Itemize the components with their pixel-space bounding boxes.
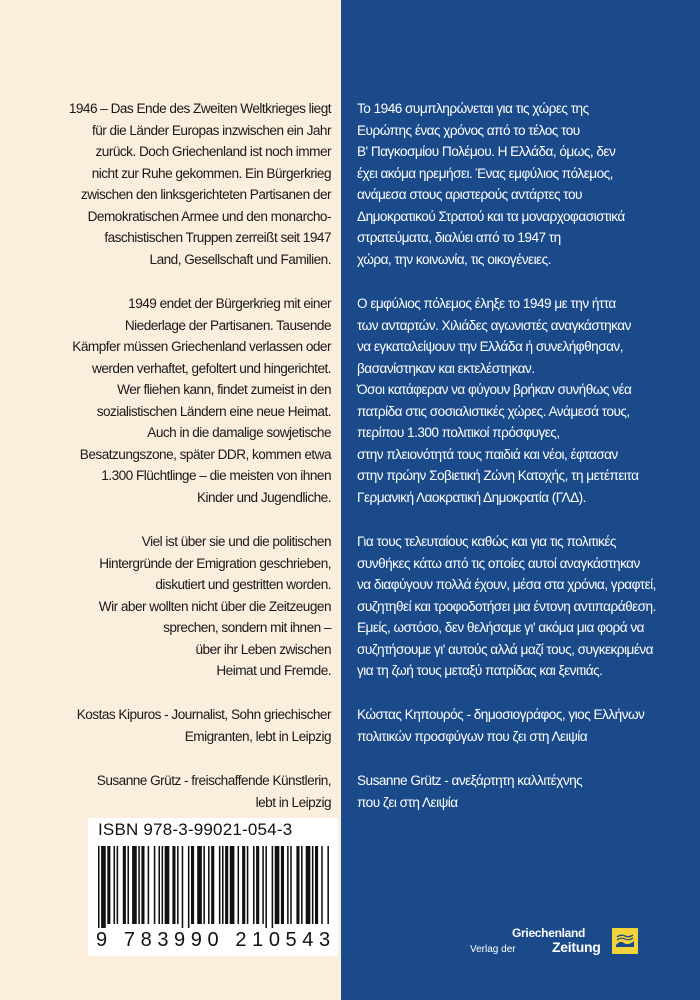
text-line: 1949 endet der Bürgerkrieg mit einer xyxy=(128,296,331,312)
text-line: έχει ακόμα ηρεμήσει. Ένας εμφύλιος πόλεμος, xyxy=(357,165,613,182)
barcode-bar xyxy=(101,846,106,928)
german-paragraph-2 xyxy=(53,294,331,509)
newspaper-logo-icon xyxy=(612,928,638,954)
publisher-prefix: Verlag der xyxy=(470,944,516,955)
text-line: στρατεύματα, διαλύει από το 1947 τη xyxy=(357,230,561,246)
barcode-bar xyxy=(321,846,323,924)
greek-author-kipuros xyxy=(357,705,679,748)
text-line: nicht zur Ruhe gekommen. Ein Bürgerkrieg xyxy=(91,165,331,182)
barcode-bar xyxy=(188,846,190,928)
barcode-bar xyxy=(123,846,126,924)
greek-paragraph-2 xyxy=(357,294,679,509)
text-line: των ανταρτών. Χιλιάδες αγωνιστές αναγκάστηκαν xyxy=(357,317,631,334)
text-line: Όσοι κατάφεραν να φύγουν βρήκαν συνήθως νέα xyxy=(357,382,632,398)
text-line: Hintergründe der Emigration geschrieben, xyxy=(99,555,331,572)
text-line: Niederlage der Partisanen. Tausende xyxy=(124,317,332,334)
german-author-gruetz xyxy=(53,771,331,814)
text-line: 1.300 Flüchtlinge – die meisten von ihnen xyxy=(101,468,331,484)
text-line: να διαφύγουν πολλά έχουν, μέσα στα χρόνια, γραφτεί, xyxy=(357,577,656,593)
text-line: Β' Παγκοσμίου Πολέμου. Η Ελλάδα, όμως, δεν xyxy=(357,144,616,160)
text-line: που ζει στη Λειψία xyxy=(357,794,458,811)
barcode-bar xyxy=(154,846,156,924)
text-line: να εγκαταλείψουν την Ελλάδα ή συνελήφθησαν, xyxy=(357,339,623,355)
barcode-bar xyxy=(138,846,140,924)
barcode-bar xyxy=(242,846,245,924)
barcode-bar xyxy=(222,846,224,924)
text-line: über ihr Leben zwischen xyxy=(195,641,331,658)
text-line: περίπου 1.300 πολιτικοί πρόσφυγες, xyxy=(357,425,560,441)
barcode-bar xyxy=(191,846,194,924)
greek-author-gruetz xyxy=(357,771,679,814)
barcode-bar xyxy=(127,846,129,924)
barcode-bar xyxy=(256,846,259,924)
barcode-bar xyxy=(281,846,284,924)
text-line: Emigranten, lebt in Leipzig xyxy=(184,728,331,745)
publisher-name-line1: Griechenland xyxy=(512,926,586,940)
text-line: zurück. Doch Griechenland ist noch immer xyxy=(95,144,331,160)
text-line: Wir aber wollten nicht über die Zeitzeugen xyxy=(98,598,331,615)
text-line: πολιτικών προσφύγων που ζει στη Λειψία xyxy=(357,728,588,745)
text-line: Susanne Grütz - ανεξάρτητη καλλιτέχνης xyxy=(357,773,583,789)
barcode-bar xyxy=(165,846,170,924)
text-line: Auch in die damalige sowjetische xyxy=(147,425,331,441)
text-line: Susanne Grütz - freischaffende Künstlerin, xyxy=(96,773,331,789)
text-line: faschistischen Truppen zerreißt seit 1947 xyxy=(104,230,331,246)
text-line: sprechen, sondern mit ihnen – xyxy=(163,620,331,636)
text-line: lebt in Leipzig xyxy=(255,794,331,811)
text-line: Γερμανική Λαοκρατική Δημοκρατία (ΓΛΔ). xyxy=(357,489,586,506)
right-panel-greek xyxy=(341,0,700,1000)
barcode-bar xyxy=(287,846,289,924)
text-line: Heimat und Fremde. xyxy=(216,663,331,679)
text-line: συζητηθεί και τροφοδοτήσει μια έντονη αντιπαράθεση. xyxy=(357,598,656,615)
text-line: για τη ζωή τους μεταξύ πατρίδας και ξενιτιάς. xyxy=(357,663,603,679)
barcode-bar xyxy=(296,846,299,924)
barcode-bar xyxy=(172,846,175,924)
text-line: Wer fliehen kann, findet zumeist in den xyxy=(117,382,331,398)
text-line: Ευρώπης ένας χρόνος από το τέλος του xyxy=(357,122,580,139)
barcode-bar xyxy=(148,846,150,924)
barcode-bar xyxy=(312,846,314,924)
text-line: Ο εμφύλιος πόλεμος έληξε το 1949 με την ήττα xyxy=(357,296,616,312)
text-line: sozialistischen Ländern eine neue Heimat. xyxy=(96,403,331,420)
barcode-bar xyxy=(158,846,160,924)
barcode-bar xyxy=(253,846,255,924)
barcode-bar xyxy=(275,846,280,924)
barcode-bar xyxy=(98,846,100,928)
barcode-bar xyxy=(225,846,228,924)
text-line: Besatzungszone, später DDR, kommen etwa xyxy=(79,446,332,463)
text-line: πατρίδα στις σοσιαλιστικές χώρες. Ανάμεσά τους, xyxy=(357,403,630,420)
text-line: Land, Gesellschaft und Familien. xyxy=(149,251,331,268)
barcode-bar xyxy=(219,846,221,924)
text-line: Για τους τελευταίους καθώς και για τις πολιτικές xyxy=(357,534,616,550)
barcode-bar xyxy=(301,846,303,924)
text-line: Kinder und Jugendliche. xyxy=(196,489,331,506)
barcode-bar xyxy=(230,846,235,924)
barcode-bar xyxy=(262,846,264,924)
barcode-bars xyxy=(98,846,330,928)
barcode-bar xyxy=(265,846,267,928)
barcode-bar xyxy=(247,846,249,924)
barcode-bar xyxy=(162,846,164,924)
barcode-bar xyxy=(208,846,210,924)
text-line: Κώστας Κηπουρός - δημοσιογράφος, γιος Ελλήνων xyxy=(357,707,645,723)
barcode-bar xyxy=(117,846,119,924)
barcode-bar xyxy=(132,846,137,924)
barcode-bar xyxy=(238,846,240,924)
text-line: diskutiert und gestritten worden. xyxy=(155,577,331,593)
text-line: Kostas Kipuros - Journalist, Sohn griechischer xyxy=(76,707,331,723)
text-line: Εμείς, ωστόσο, δεν θελήσαμε γι' ακόμα μια φορά να xyxy=(357,620,644,636)
text-line: zwischen den linksgerichteten Partisanen der xyxy=(80,187,331,203)
barcode-bar xyxy=(182,846,184,928)
greek-paragraph-1 xyxy=(357,99,679,271)
publisher-name-line2: Zeitung xyxy=(552,939,601,955)
text-line: werden verhaftet, gefoltert und hingerichtet. xyxy=(92,360,331,377)
barcode-bar xyxy=(141,846,144,924)
text-line: βασανίστηκαν και εκτελέστηκαν. xyxy=(357,360,535,377)
barcode-bar xyxy=(203,846,205,924)
publisher-imprint xyxy=(470,924,670,958)
barcode-bar xyxy=(272,846,274,928)
text-line: Viel ist über sie und die politischen xyxy=(141,534,331,550)
barcode-bar xyxy=(290,846,292,924)
german-author-kipuros xyxy=(53,705,331,748)
text-line: χώρα, την κοινωνία, τις οικογένειες. xyxy=(357,251,551,268)
german-paragraph-1 xyxy=(53,99,331,271)
text-line: συζητήσουμε γι' αυτούς αλλά μαζί τους, συγκεκριμένα xyxy=(357,641,654,658)
text-line: für die Länder Europas inzwischen ein Jahr xyxy=(91,122,331,139)
barcode-bar xyxy=(197,846,202,924)
barcode-bar xyxy=(177,846,179,924)
left-panel-german xyxy=(0,0,341,1000)
barcode-bar xyxy=(211,846,214,924)
text-line: συνθήκες κάτω από τις οποίες αυτοί αναγκάστηκαν xyxy=(357,555,640,572)
barcode-digits: 9 783990 210543 xyxy=(96,929,336,951)
text-line: στην πρώην Σοβιετική Ζώνη Κατοχής, τη μετέπειτα xyxy=(357,468,639,484)
text-line: στην πλειονότητά τους παιδιά και νέοι, έφτασαν xyxy=(357,446,618,463)
text-line: 1946 – Das Ende des Zweiten Weltkrieges liegt xyxy=(68,101,331,117)
isbn-label: ISBN 978-3-99021-054-3 xyxy=(98,820,293,839)
text-line: Kämpfer müssen Griechenland verlassen oder xyxy=(72,339,331,355)
text-line: Το 1946 συμπληρώνεται για τις χώρες της xyxy=(357,101,589,117)
barcode-bar xyxy=(114,846,116,924)
greek-paragraph-3 xyxy=(357,532,679,683)
barcode-bar xyxy=(306,846,311,924)
barcode-bar xyxy=(315,846,318,924)
text-line: Demokratischen Armee und den monarcho- xyxy=(87,208,331,225)
german-paragraph-3 xyxy=(53,532,331,683)
barcode-bar xyxy=(327,846,329,924)
text-line: ανάμεσα στους αριστερούς αντάρτες του xyxy=(357,187,582,203)
barcode-bar xyxy=(107,846,110,924)
isbn-barcode xyxy=(88,818,338,956)
text-line: Δημοκρατικού Στρατού και τα μοναρχοφασιστικά xyxy=(357,208,625,225)
